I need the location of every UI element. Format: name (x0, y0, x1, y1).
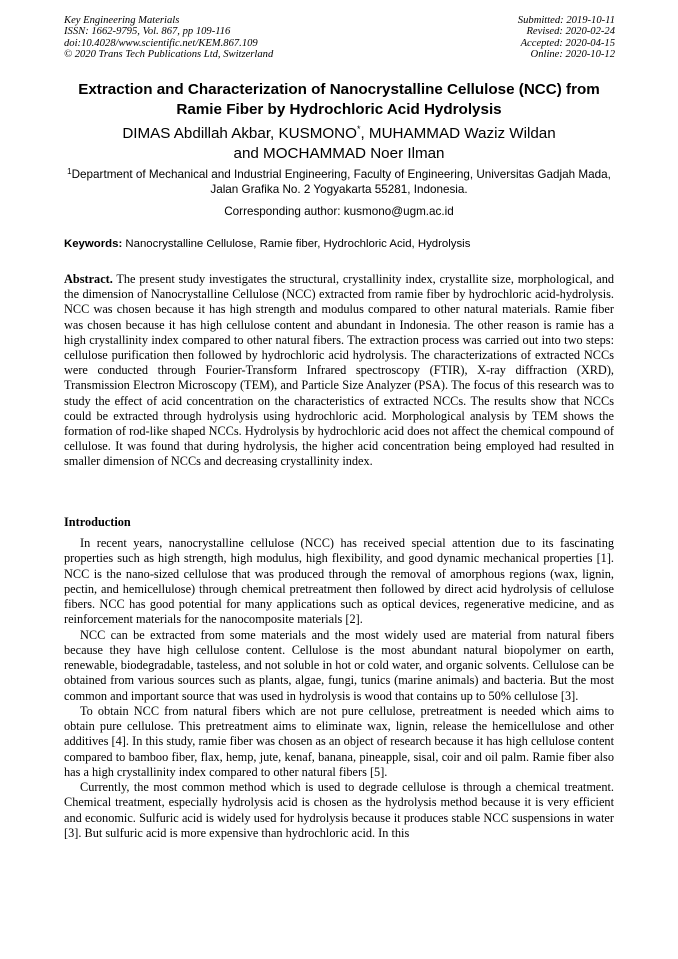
affiliation-marker: 1 (67, 167, 72, 176)
keywords-label: Keywords: (64, 238, 123, 250)
authors-line-1 (40, 124, 638, 144)
authors-line-2: and MOCHAMMAD Noer Ilman (233, 144, 445, 162)
journal-header-left (64, 15, 273, 61)
corresponding-marker: * (356, 124, 361, 134)
journal-name: Key Engineering Materials (64, 15, 180, 26)
introduction-heading: Introduction (64, 515, 131, 529)
doi-line: doi:10.4028/www.scientific.net/KEM.867.109 (64, 37, 258, 49)
intro-paragraph: NCC can be extracted from some materials and the most widely used are material from natural fibers because they have high cellulose content. Cellulose is the most abundant natural biopolymer on earth, renewable, biodegradable, tasteless, and not soluble in hot or cold water, and organic solvents. Cellulose can be obtained from various sources such as plants, algae, fungi, tunics (marine animals) and bacteria. But the most common and important source that was used in hydrolysis is wood that contains up to 50% cellulose [3]. (64, 627, 614, 703)
title-line-2: Ramie Fiber by Hydrochloric Acid Hydrolysis (176, 100, 502, 118)
accepted-date: Accepted: 2020-04-15 (520, 37, 615, 49)
abstract (64, 272, 614, 470)
keywords (64, 237, 616, 252)
introduction-body (64, 536, 614, 841)
keywords-text: Nanocrystalline Cellulose, Ramie fiber, Hydrochloric Acid, Hydrolysis (122, 238, 471, 250)
submitted-date: Submitted: 2019-10-11 (517, 15, 615, 26)
intro-paragraph: Currently, the most common method which is used to degrade cellulose is through a chemical treatment. Chemical treatment, especially hydrolysis acid is chosen as the hydrolysis method because it is very efficient and economic. Sulfuric acid is widely used for hydrolysis because it produces stable NCC suspensions in water [3]. But sulfuric acid is more expensive than hydrochloric acid. In this (64, 780, 614, 840)
abstract-text: The present study investigates the structural, crystallinity index, crystallite size, morphological, and the dimension of Nanocrystalline Cellulose (NCC) extracted from ramie fiber by hydrochloric acid-hydrolysis. NCC was chosen because it has high strength and modulus compared to other natural materials. Ramie fiber was chosen because it has high cellulose content and abundant in Indonesia. The other reason is ramie has a high crystallinity index compared to other natural fibers. The extraction process was carried out into two steps: cellulose purification then followed by hydrochloric acid hydrolysis. The characterizations of extracted NCCs were conducted through Fourier-Transform Infrared spectroscopy (FTIR), X-ray diffraction (XRD), Transmission Electron Microscopy (TEM), and Particle Size Analyzer (PSA). The focus of this research was to study the effect of acid concentration on the characteristics of extracted NCCs. The results show that NCCs could be extracted through hydrolysis using hydrochloric acid. Morphological analysis by TEM shows the formation of rod-like shaped NCCs. Hydrolysis by hydrochloric acid does not affect the chemical compound of cellulose. It was found that during hydrolysis, the higher acid concentration being employed had resulted in smaller dimension of NCCs and decreasing crystallinity index. (64, 272, 614, 469)
title-line-1: Extraction and Characterization of Nanocrystalline Cellulose (NCC) from (78, 81, 600, 98)
author-list (40, 124, 638, 164)
copyright-line: © 2020 Trans Tech Publications Ltd, Switzerland (64, 49, 274, 61)
abstract-label: Abstract. (64, 272, 113, 286)
intro-paragraph: In recent years, nanocrystalline cellulose (NCC) has received special attention due to its fascinating properties such as high strength, high modulus, high flexibility, and good dynamic mechanical properties [1]. NCC is the nano-sized cellulose that was produced through the removal of amorphous regions (wax, lignin, pectin, and hemicellulose) through chemical pretreatment then followed by direct acid hydrolysis of cellulose fibers. NCC has good potential for many applications such as optical devices, regenerative medicine, and as reinforcement materials for the nanocomposite materials [2]. (64, 536, 614, 627)
intro-paragraph: To obtain NCC from natural fibers which are not pure cellulose, pretreatment is needed which aims to obtain pure cellulose. This pretreatment aims to eliminate wax, lignin, release the hemicellulose and other additives [4]. In this study, ramie fiber was chosen as an object of research because it has high cellulose content compared to bamboo fiber, flax, hemp, jute, kenaf, banana, pineapple, sisal, coir and oil palm. Ramie fiber also has a high crystallinity index compared to other natural fibers [5]. (64, 703, 614, 779)
revised-date: Revised: 2020-02-24 (526, 26, 615, 38)
issn-line: ISSN: 1662-9795, Vol. 867, pp 109-116 (64, 26, 231, 38)
affiliation (60, 167, 618, 198)
journal-header-right (518, 15, 615, 61)
authors-part-2: , MUHAMMAD Waziz Wildan (360, 125, 556, 142)
paper-title (40, 80, 638, 119)
affiliation-text: Department of Mechanical and Industrial Engineering, Faculty of Engineering, Universitas Gadjah Mada, Jalan Grafika No. 2 Yogyakarta 55281, Indonesia. (71, 168, 611, 197)
authors-part-1: DIMAS Abdillah Akbar, KUSMONO (122, 125, 357, 142)
online-date: Online: 2020-10-12 (530, 49, 615, 61)
corresponding-author: Corresponding author: kusmono@ugm.ac.id (224, 205, 454, 218)
